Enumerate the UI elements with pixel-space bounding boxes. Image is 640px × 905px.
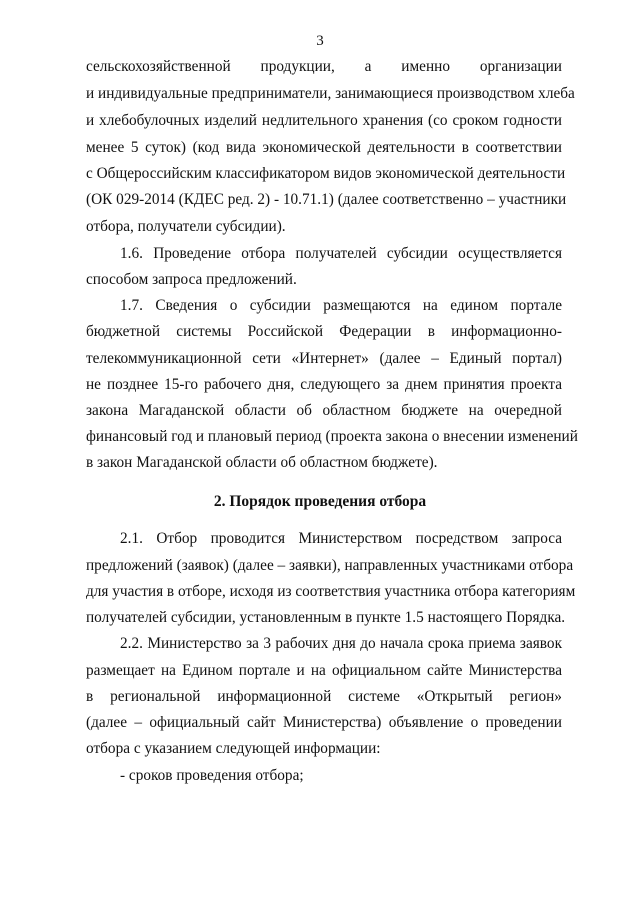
text-word: именно xyxy=(401,58,450,75)
text-word: регион» xyxy=(509,688,562,705)
text-line: не позднее 15-го рабочего дня, следующего за днем принятия проекта xyxy=(86,376,562,393)
text-line: и хлебобулочных изделий недлительного хранения (со сроком годности xyxy=(86,112,562,129)
text-line: размещает на Едином портале и на официальном сайте Министерства xyxy=(86,662,562,679)
text-line: с Общероссийским классификатором видов экономической деятельности xyxy=(86,165,566,182)
text-word: продукции, xyxy=(260,58,335,75)
text-line: предложений (заявок) (далее – заявки), направленных участниками отбора xyxy=(86,557,574,574)
text-word: Российской xyxy=(247,323,324,340)
text-line: 1.7. Сведения о субсидии размещаются на едином портале xyxy=(120,297,562,314)
text-line: 2.2. Министерство за 3 рабочих дня до начала срока приема заявок xyxy=(120,635,562,652)
text-line: отбора с указанием следующей информации: xyxy=(86,740,381,757)
text-word: информационной xyxy=(217,688,332,705)
text-line: (далее – официальный сайт Министерства) объявление о проведении xyxy=(86,714,562,731)
text-line: и индивидуальные предприниматели, занимающиеся производством хлеба xyxy=(86,85,575,102)
text-word: организации xyxy=(479,58,562,75)
text-word: Федерации xyxy=(339,323,412,340)
text-word: информационно- xyxy=(451,323,562,340)
text-line: отбора, получатели субсидии). xyxy=(86,218,286,235)
text-word: региональной xyxy=(110,688,201,705)
text-line: получателей субсидии, установленным в пункте 1.5 настоящего Порядка. xyxy=(86,609,566,626)
text-word: системы xyxy=(176,323,232,340)
text-word: в xyxy=(427,323,435,340)
text-line: закона Магаданской области об областном бюджете на очередной xyxy=(86,402,562,419)
text-line xyxy=(86,58,562,76)
text-word: сельскохозяйственной xyxy=(86,58,231,75)
text-word: в xyxy=(86,688,94,705)
list-item: - сроков проведения отбора; xyxy=(120,767,304,784)
page-number: 3 xyxy=(316,33,324,49)
text-line: менее 5 суток) (код вида экономической деятельности в соответствии xyxy=(86,139,562,156)
text-word: бюджетной xyxy=(86,323,161,340)
text-line: способом запроса предложений. xyxy=(86,271,297,288)
text-line: финансовый год и плановый период (проекта закона о внесении изменений xyxy=(86,428,578,445)
text-line: (ОК 029-2014 (КДЕС ред. 2) - 10.71.1) (далее соответственно – участники xyxy=(86,191,567,208)
text-word: системе xyxy=(348,688,400,705)
text-line: 1.6. Проведение отбора получателей субсидии осуществляется xyxy=(120,245,562,262)
text-word: «Открытый xyxy=(416,688,493,705)
text-line: в закон Магаданской области об областном бюджете). xyxy=(86,454,438,471)
section-heading: 2. Порядок проведения отбора xyxy=(213,493,427,510)
text-line: для участия в отборе, исходя из соответствия участника отбора категориям xyxy=(86,583,576,600)
text-line: телекоммуникационной сети «Интернет» (далее – Единый портал) xyxy=(86,350,562,367)
text-line xyxy=(86,323,562,341)
text-word: а xyxy=(364,58,372,75)
text-line xyxy=(86,688,562,706)
text-line: 2.1. Отбор проводится Министерством посредством запроса xyxy=(120,530,562,547)
